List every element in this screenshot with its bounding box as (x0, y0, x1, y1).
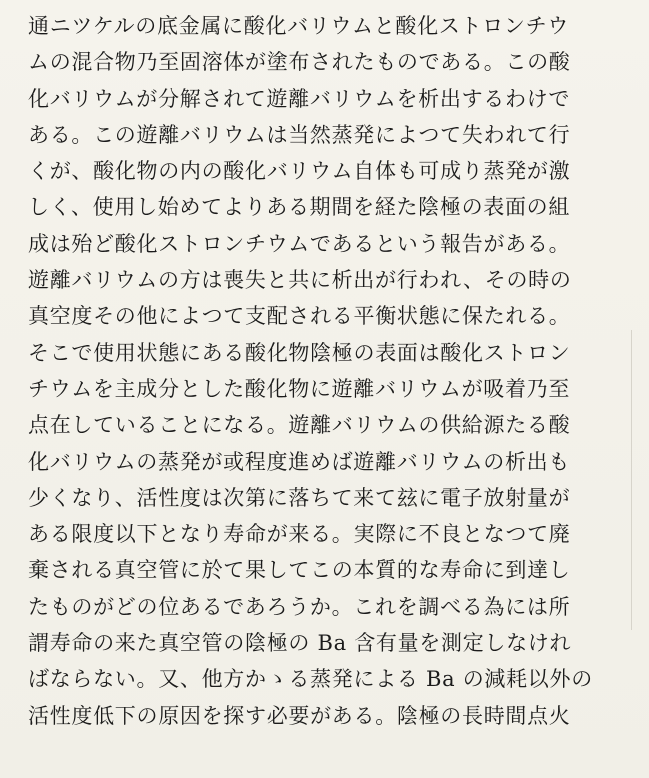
text-line-19: ばならない。又、他方かゝる蒸発による Ba の減耗以外の (28, 667, 593, 692)
text-line-14: 少くなり、活性度は次第に落ちて来て玆に電子放射量が (28, 485, 571, 510)
text-line-15: ある限度以下となり寿命が来る。実際に不良となつて廃 (28, 522, 571, 547)
text-line-20: 活性度低下の原因を探す必要がある。陰極の長時間点火 (28, 703, 571, 728)
text-line-10: そこで使用状態にある酸化物陰極の表面は酸化ストロン (28, 340, 571, 365)
text-line-9: 真空度その他によつて支配される平衡状態に保たれる。 (28, 304, 571, 329)
text-line-8: 遊離バリウムの方は喪失と共に析出が行われ、その時の (28, 268, 572, 293)
text-line-2: ムの混合物乃至固溶体が塗布されたものである。この酸 (28, 50, 571, 75)
text-line-5: くが、酸化物の内の酸化バリウム自体も可成り蒸発が激 (28, 159, 571, 184)
text-line-6: しく、使用し始めてよりある期間を経た陰極の表面の組 (28, 195, 571, 220)
text-line-4: ある。この遊離バリウムは当然蒸発によつて失われて行 (28, 122, 571, 147)
text-line-17: たものがどの位あるであろうか。これを調べる為には所 (28, 594, 571, 619)
text-line-11: チウムを主成分とした酸化物に遊離バリウムが吸着乃至 (28, 376, 571, 401)
text-line-16: 棄される真空管に於て果してこの本質的な寿命に到達し (28, 558, 571, 583)
text-line-7: 成は殆ど酸化ストロンチウムであるという報告がある。 (28, 231, 571, 256)
text-line-12: 点在していることになる。遊離バリウムの供給源たる酸 (28, 413, 571, 438)
text-line-18: 謂寿命の来た真空管の陰極の Ba 含有量を測定しなけれ (28, 631, 572, 656)
text-line-3: 化バリウムが分解されて遊離バリウムを析出するわけで (28, 86, 571, 111)
text-line-1: 通ニツケルの底金属に酸化バリウムと酸化ストロンチウ (28, 14, 570, 38)
body-text (28, 8, 618, 734)
text-line-13: 化バリウムの蒸発が或程度進めば遊離バリウムの析出も (28, 449, 571, 474)
scan-edge-line (631, 330, 632, 630)
